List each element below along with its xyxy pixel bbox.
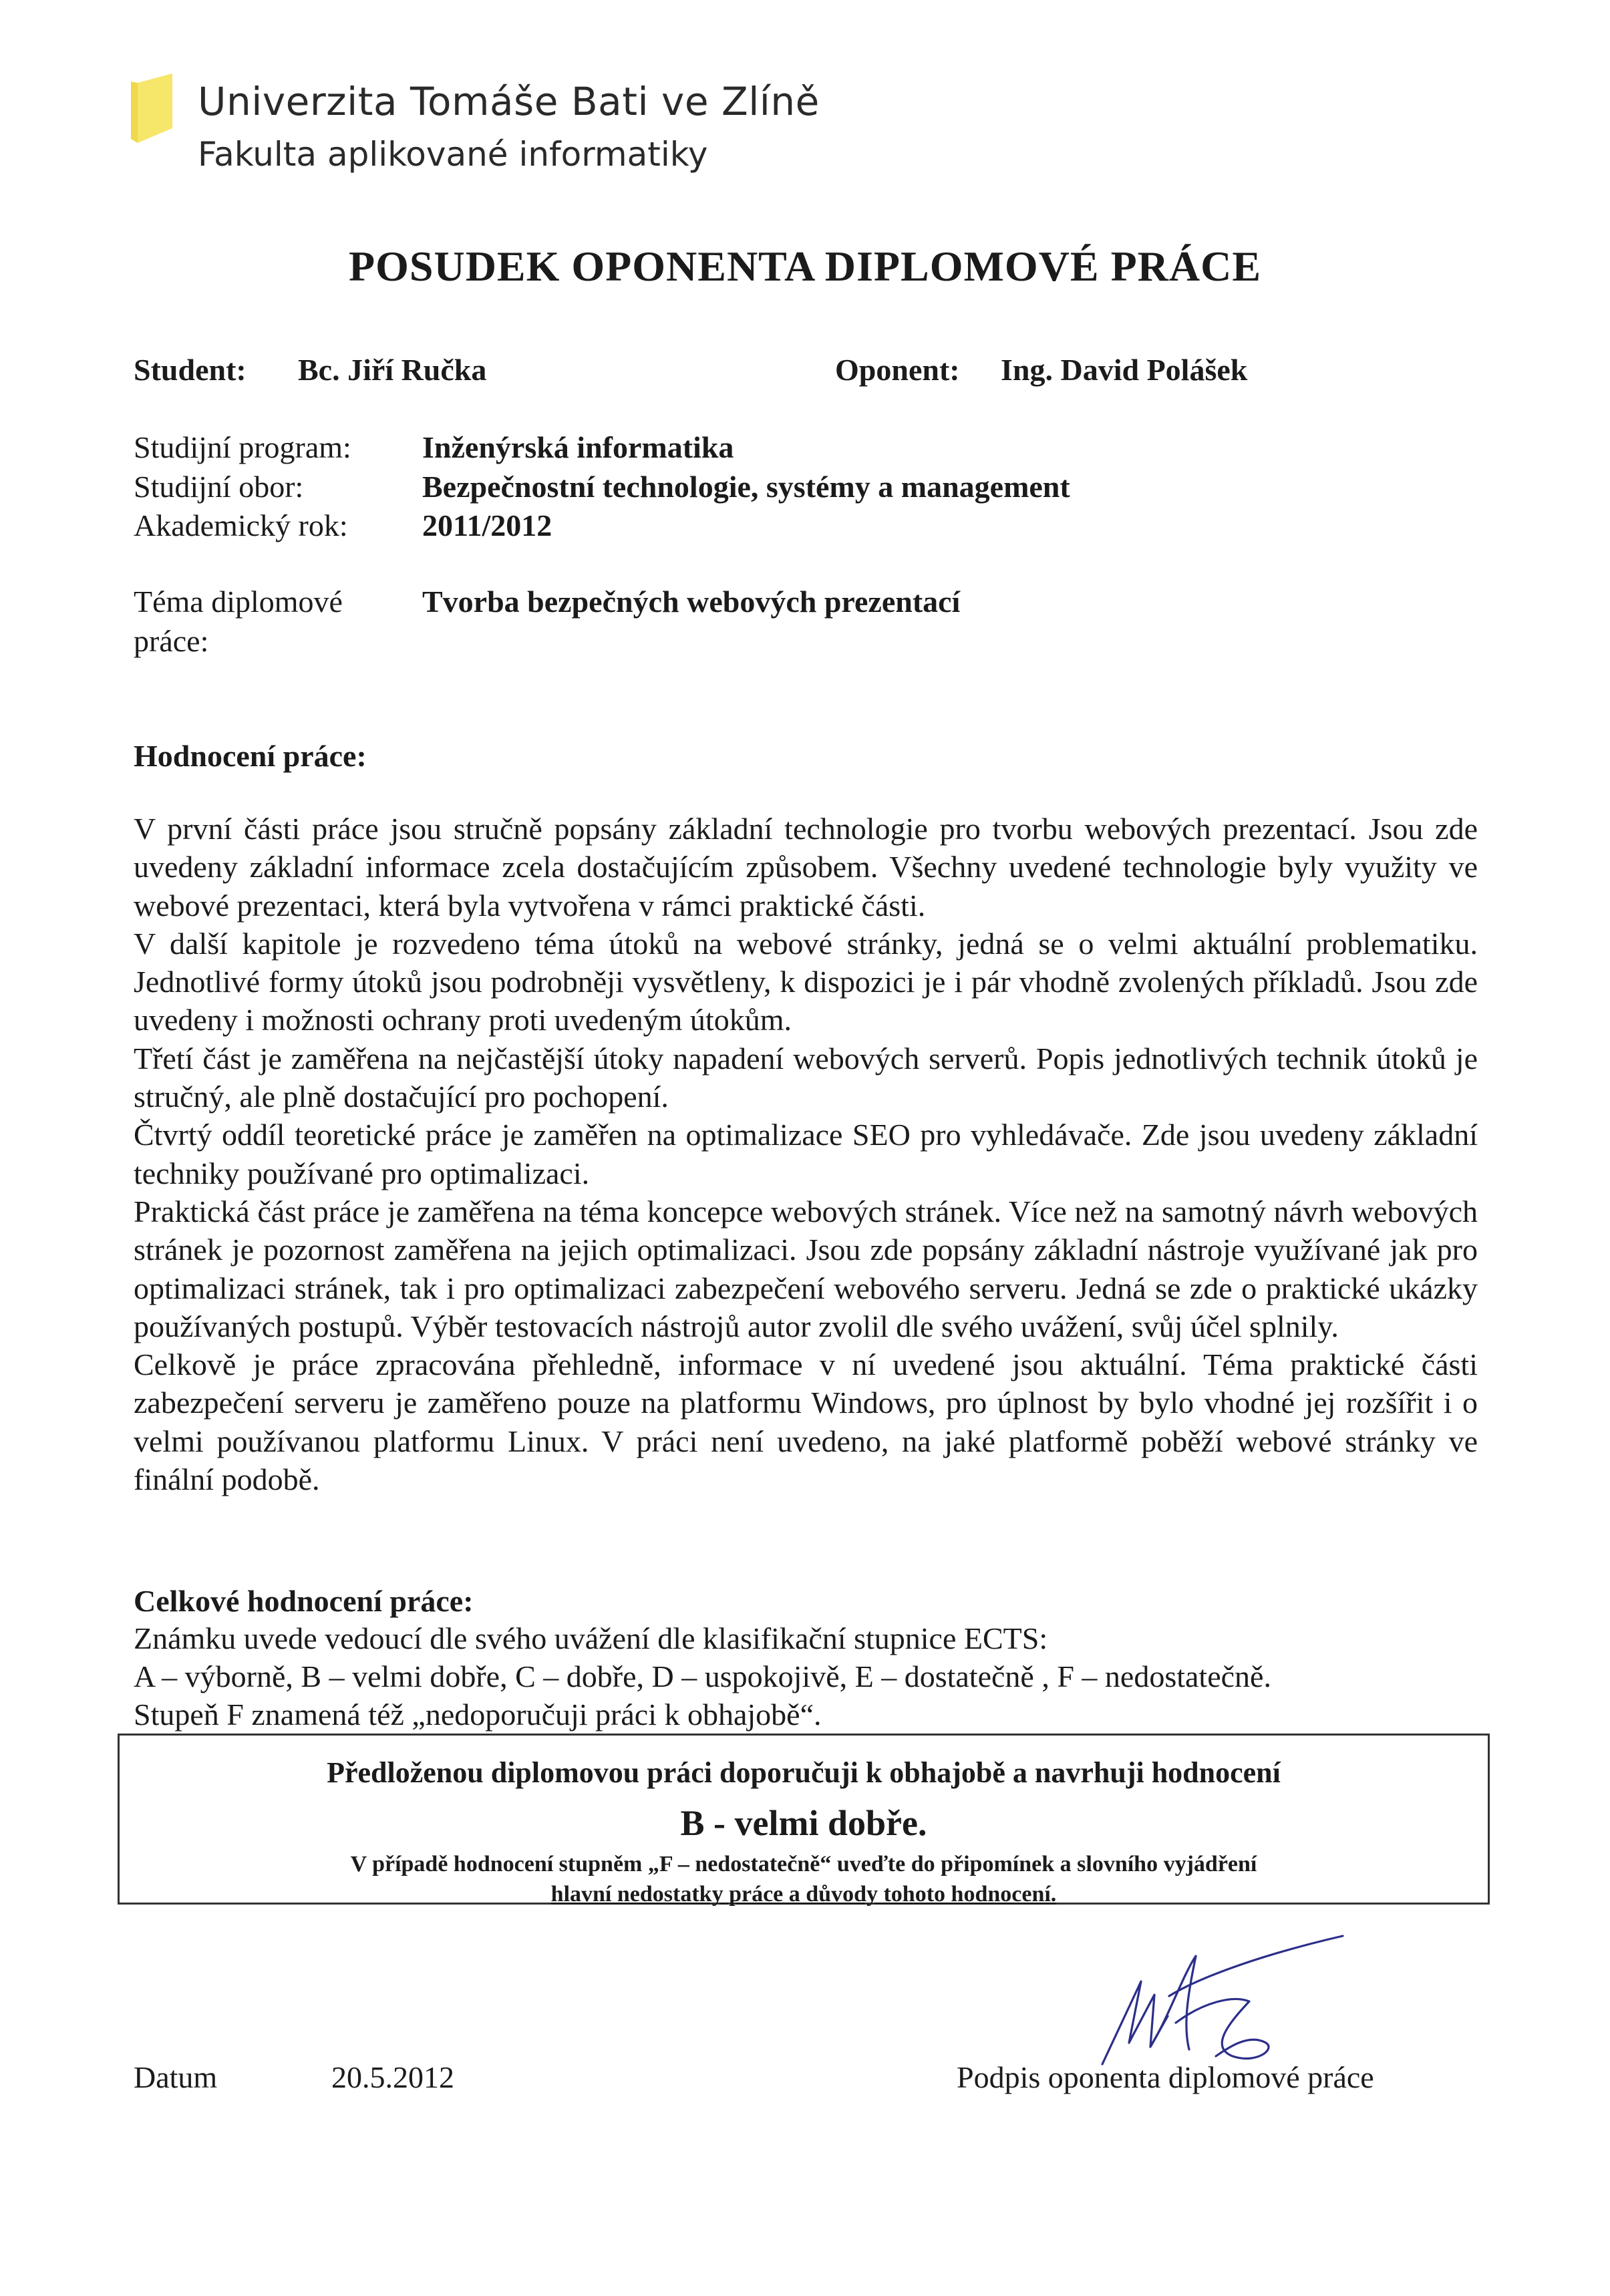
university-logo-icon	[131, 73, 175, 143]
opponent-name: Ing. David Polášek	[1001, 353, 1248, 387]
grade-f-note: Stupeň F znamená též „nedoporučuji práci k obhajobě“.	[134, 1697, 822, 1732]
university-name: Univerzita Tomáše Bati ve Zlíně	[198, 79, 820, 124]
overall-heading: Celkové hodnocení práce:	[134, 1584, 474, 1618]
opponent-label: Oponent:	[835, 353, 960, 387]
recommendation-box	[118, 1734, 1490, 1905]
evaluation-paragraph: Praktická část práce je zaměřena na téma koncepce webových stránek. Více než na samotný návrh webových stránek je pozornost zaměřena na jejich optimalizaci. Jsou zde popsány základní nástroje využívané jak pro optimalizaci stránek, tak i pro optimalizaci zabezpečení webového serveru. Jedná se zde o praktické ukázky používaných postupů. Výběr testovacích nástrojů autor zvolil dle svého uvážení, svůj účel splnily.	[134, 1194, 1478, 1343]
evaluation-paragraph: V první části práce jsou stručně popsány základní technologie pro tvorbu webových prezentací. Jsou zde uvedeny základní informace zcela dostačujícím způsobem. Všechny uvedené technologie byly využity ve webové prezentaci, která byla vytvořena v rámci praktické části.	[134, 812, 1478, 923]
evaluation-paragraph: Čtvrtý oddíl teoretické práce je zaměřen na optimalizace SEO pro vyhledávače. Zde jsou uvedeny základní techniky používané pro optimalizaci.	[134, 1118, 1478, 1190]
study-program-label: Studijní program:	[134, 430, 351, 464]
recommended-grade: B - velmi dobře.	[680, 1803, 927, 1843]
topic-value: Tvorba bezpečných webových prezentací	[422, 585, 961, 619]
evaluation-heading: Hodnocení práce:	[134, 739, 367, 773]
topic-label: Téma diplomové	[134, 585, 343, 619]
student-name: Bc. Jiří Ručka	[298, 353, 487, 387]
grade-scale-line: A – výborně, B – velmi dobře, C – dobře, D – uspokojivě, E – dostatečně , F – nedostatečně.	[134, 1659, 1271, 1693]
student-label: Student:	[134, 353, 247, 387]
academic-year-label: Akademický rok:	[134, 508, 348, 542]
date-value: 20.5.2012	[331, 2060, 454, 2094]
topic-label-cont: práce:	[134, 624, 209, 658]
document-title: POSUDEK OPONENTA DIPLOMOVÉ PRÁCE	[349, 242, 1261, 290]
recommendation-note	[120, 1849, 1488, 1909]
evaluation-paragraph: Třetí část je zaměřena na nejčastější útoky napadení webových serverů. Popis jednotlivých technik útoků je stručný, ale plně dostačující pro pochopení.	[134, 1041, 1478, 1114]
recommendation-text: Předloženou diplomovou práci doporučuji k obhajobě a navrhuji hodnocení	[327, 1756, 1281, 1789]
academic-year-value: 2011/2012	[422, 508, 552, 542]
study-program-value: Inženýrská informatika	[422, 430, 734, 464]
recommendation-note-line: hlavní nedostatky práce a důvody tohoto hodnocení.	[550, 1882, 1057, 1907]
handwritten-signature	[1089, 1916, 1356, 2070]
study-field-value: Bezpečnostní technologie, systémy a management	[422, 470, 1070, 504]
study-field-label: Studijní obor:	[134, 470, 304, 504]
signature-label: Podpis oponenta diplomové práce	[957, 2060, 1374, 2094]
recommendation-note-line: V případě hodnocení stupněm „F – nedostatečně“ uveďte do připomínek a slovního vyjádření	[350, 1852, 1257, 1876]
evaluation-paragraph: Celkově je práce zpracována přehledně, informace v ní uvedené jsou aktuální. Téma praktické části zabezpečení serveru je zaměřeno pouze na platformu Windows, pro úplnost by bylo vhodné jej rozšířit i o velmi používanou platformu Linux. V práci není uvedeno, na jaké platformě poběží webové stránky ve finální podobě.	[134, 1347, 1478, 1497]
overall-line: Známku uvede vedoucí dle svého uvážení dle klasifikační stupnice ECTS:	[134, 1621, 1048, 1655]
faculty-name: Fakulta aplikované informatiky	[198, 135, 708, 174]
date-label: Datum	[134, 2060, 218, 2094]
evaluation-text	[134, 810, 1478, 1498]
evaluation-paragraph: V další kapitole je rozvedeno téma útoků na webové stránky, jedná se o velmi aktuální problematiku. Jednotlivé formy útoků jsou podrobněji vysvětleny, k dispozici je i pár vhodně zvolených příkladů. Jsou zde uvedeny i možnosti ochrany proti uvedeným útokům.	[134, 926, 1478, 1037]
